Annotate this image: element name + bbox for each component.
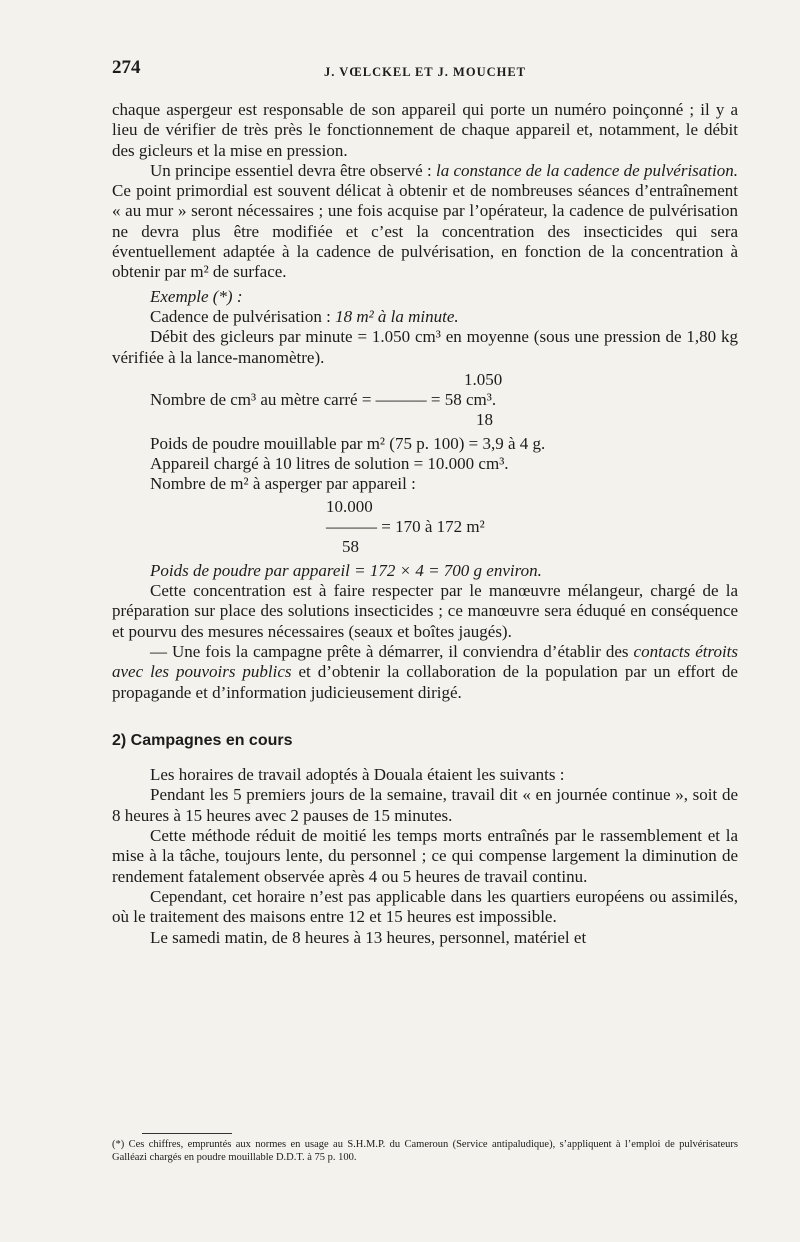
fraction-1-denominator: 18 bbox=[476, 409, 493, 429]
paragraph-8: Cependant, cet horaire n’est pas applicable dans les quartiers européens ou assimilés, où le traitement des maisons entre 12 et 15 heures est impossible. bbox=[112, 886, 738, 927]
footnote: (*) Ces chiffres, empruntés aux normes en usage au S.H.M.P. du Cameroun (Service antipaludique), s’appliquent à l’emploi de pulvérisateurs Galléazi chargés en poudre mouillable D.D.T. à 75 p. 100. bbox=[112, 1139, 738, 1163]
paragraph-2-intro: Un principe essentiel devra être observé : bbox=[150, 160, 436, 180]
example-poids-appareil: Poids de poudre par appareil = 172 × 4 = 700 g environ. bbox=[150, 560, 542, 580]
page-header bbox=[112, 58, 738, 80]
example-label: Exemple (*) : bbox=[150, 286, 243, 306]
page-number: 274 bbox=[112, 57, 141, 78]
fraction-2 bbox=[112, 495, 738, 561]
paragraph-9: Le samedi matin, de 8 heures à 13 heures, personnel, matériel et bbox=[150, 927, 587, 947]
example-poids: Poids de poudre mouillable par m² (75 p. 100) = 3,9 à 4 g. bbox=[150, 433, 546, 453]
example-debit: Débit des gicleurs par minute = 1.050 cm³ en moyenne (sous une pression de 1,80 kg vérifiée à la lance-manomètre). bbox=[112, 327, 738, 367]
running-head: J. VŒLCKEL ET J. MOUCHET bbox=[323, 65, 527, 79]
example-nombre-m2: Nombre de m² à asperger par appareil : bbox=[150, 474, 416, 494]
paragraph-7: Cette méthode réduit de moitié les temps morts entraînés par le rassemblement et la mise à la tâche, toujours lente, du personnel ; ce qui compense largement la diminution de rendement fatalement observée après 4 ou 5 heures de travail continu. bbox=[112, 826, 738, 886]
fraction-2-numerator: 10.000 bbox=[326, 496, 373, 516]
fraction-1-numerator: 1.050 bbox=[464, 369, 503, 389]
fraction-2-denominator: 58 bbox=[342, 536, 359, 556]
example-cadence bbox=[112, 307, 738, 327]
cadence-value: 18 m² à la minute. bbox=[335, 306, 459, 326]
paragraph-4-intro: — Une fois la campagne prête à démarrer, il conviendra d’établir des bbox=[150, 641, 634, 661]
paragraph-2 bbox=[112, 161, 738, 283]
paragraph-6: Pendant les 5 premiers jours de la semaine, travail dit « en journée continue », soit de 8 heures à 15 heures avec 2 pauses de 15 minutes. bbox=[112, 785, 738, 825]
page-body bbox=[112, 100, 738, 948]
paragraph-1: chaque aspergeur est responsable de son appareil qui porte un numéro poinçonné ; il y a lieu de vérifier de très près le fonctionnement de chaque appareil et, notamment, le débit des gicleurs et la mise en pression. bbox=[112, 100, 738, 160]
paragraph-2-italic: la constance de la cadence de pulvérisation. bbox=[435, 160, 738, 180]
fraction-2-line: ——— = 170 à 172 m² bbox=[326, 516, 485, 536]
paragraph-5: Les horaires de travail adoptés à Douala étaient les suivants : bbox=[150, 765, 565, 785]
paragraph-4 bbox=[112, 642, 738, 703]
paragraph-2-rest: Ce point primordial est souvent délicat à obtenir et de nombreuses séances d’entraînement « au mur » seront nécessaires ; une fois acquise par l’opérateur, la cadence de pulvérisation ne devra plus être modifiée et c’est la concentration des insecticides qui sera éventuellement adaptée à la cadence de pulvérisation, en fonction de la concentration à obtenir par m² de surface. bbox=[112, 181, 738, 282]
paragraph-4-rest: et d’obtenir la collaboration de la population par un effort de propagande et d’information judicieusement dirigé. bbox=[112, 662, 738, 702]
example-appareil: Appareil chargé à 10 litres de solution = 10.000 cm³. bbox=[150, 454, 509, 474]
fraction-1 bbox=[112, 368, 738, 434]
cadence-label: Cadence de pulvérisation : bbox=[150, 306, 336, 326]
paragraph-4-italic: contacts étroits avec les pouvoirs publics bbox=[112, 641, 739, 682]
footnote-rule bbox=[142, 1133, 232, 1134]
fraction-1-line: Nombre de cm³ au mètre carré = ——— = 58 cm³. bbox=[150, 389, 497, 409]
paragraph-3: Cette concentration est à faire respecter par le manœuvre mélangeur, chargé de la préparation sur place des solutions insecticides ; ce manœuvre sera éduqué en conséquence et pourvu des mesures nécessaires (seaux et boîtes jaugés). bbox=[112, 581, 738, 641]
section-title: 2) Campagnes en cours bbox=[112, 731, 293, 749]
